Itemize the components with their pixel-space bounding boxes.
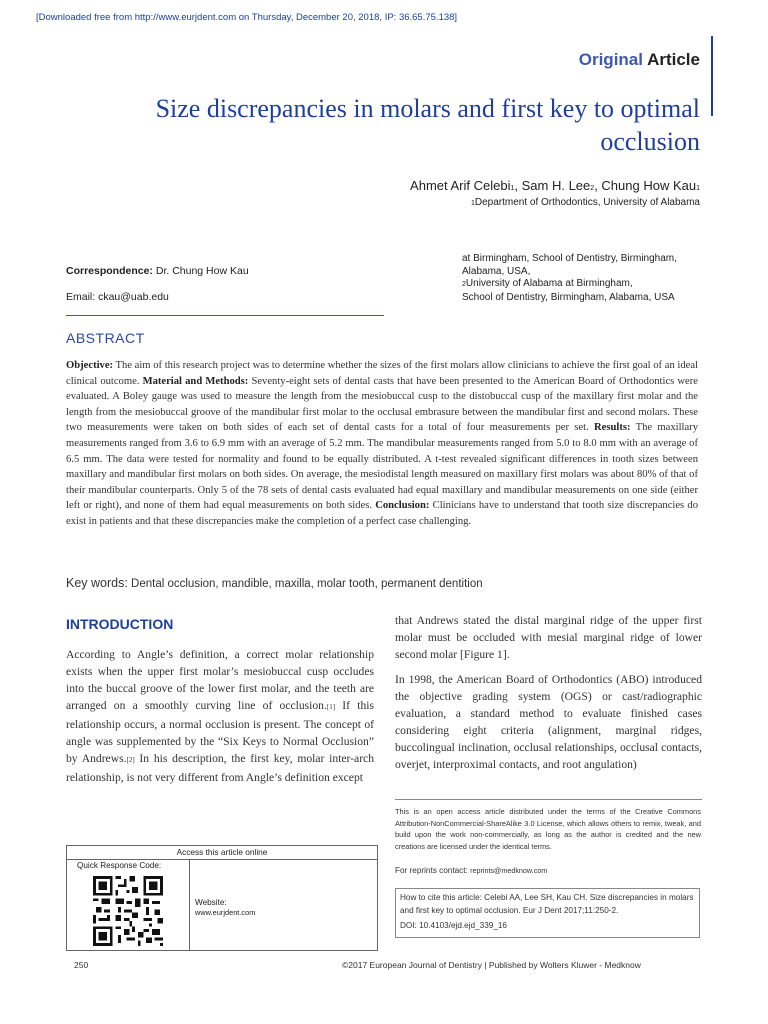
- author-affiliation: 2: [590, 185, 595, 192]
- author-name: Chung How Kau: [601, 178, 697, 193]
- author-affiliation: 1: [696, 185, 700, 192]
- doi[interactable]: DOI: 10.4103/ejd.ejd_339_16: [400, 921, 507, 930]
- intro-continued: [395, 612, 702, 781]
- section-heading: INTRODUCTION: [66, 616, 174, 632]
- correspondence: Correspondence: Dr. Chung How Kau: [66, 265, 249, 277]
- author-affiliation: 1: [510, 185, 515, 192]
- keywords: Key words: Dental occlusion, mandible, maxilla, molar tooth, permanent dentition: [66, 576, 483, 590]
- divider: [66, 315, 384, 316]
- citation-box: [395, 888, 700, 938]
- paragraph: that Andrews stated the distal marginal ridge of the upper first molar must be occluded with mesial marginal ridge of lower second molar [Figure 1].: [395, 614, 702, 661]
- affiliation-block: at Birmingham, School of Dentistry, Birmingham, Alabama, USA, 2University of Alabama at Birmingham, School of Dentistry, Birmingham, Alabama, USA: [462, 253, 677, 303]
- reprints-contact: For reprints contact: reprints@medknow.com: [395, 866, 548, 875]
- citation-ref[interactable]: [1]: [326, 703, 336, 711]
- license-notice: This is an open access article distributed under the terms of the Creative Commons Attribution-NonCommercial-ShareAlike 3.0 License, which allows others to remix, tweak, and build upon the work non-commercially, as long as the author is credited and the new creations are licensed under the identical terms.: [395, 807, 701, 851]
- abstract-heading: ABSTRACT: [66, 330, 145, 346]
- article-type-prefix: Original: [578, 50, 643, 69]
- qr-label: Quick Response Code:: [77, 861, 162, 870]
- author-name: Ahmet Arif Celebi: [410, 178, 511, 193]
- access-heading: Access this article online: [67, 846, 377, 860]
- footer-copyright: ©2017 European Journal of Dentistry | Published by Wolters Kluwer - Medknow: [342, 960, 641, 970]
- header-divider: [711, 36, 713, 116]
- author-name: Sam H. Lee: [521, 178, 591, 193]
- reprints-email-link[interactable]: reprints@medknow.com: [470, 866, 548, 875]
- article-type-suffix: Article: [642, 50, 700, 69]
- website-link[interactable]: www.eurjdent.com: [195, 908, 256, 917]
- author-list: Ahmet Arif Celebi1, Sam H. Lee2, Chung How Kau1: [410, 178, 700, 193]
- access-box: [66, 845, 378, 951]
- website-label: Website:: [195, 898, 227, 907]
- article-title: Size discrepancies in molars and first key to optimal occlusion: [155, 94, 700, 156]
- abstract-text: Objective: The aim of this research project was to determine whether the sizes of the first molars allow clinicians to achieve the first goal of an ideal clinical outcome. Material and Methods: Seventy-eight sets of dental casts that have been presented to the American Board of Orthodontics were evaluated. A Boley gauge was used to measure the length from the mesiobuccal cusp to the distobuccal cusp of the maxillary first molar and the length from the mesiobuccal groove of the mandibular first molar to the occlusal embrasure between the mandibular first and second molars. These two measurements were taken on both sides of each set of dental casts for a total of four measurements per set. Results: The maxillary measurements ranged from 3.6 to 6.9 mm with an average of 5.2 mm. The mandibular measurements ranged from 5.0 to 8.0 mm with an average of 6.5 mm. The data were tested for normality and found to be equally distributed. A t-test revealed significant differences in tooth sizes between maxillary and mandibular first molars on both sides. On average, the mesiodistal length measured on maxillary first molars was about 80% of that of their mandibular counterparts. Only 5 of the 78 sets of dental casts evaluated had equal maxillary and mandibular measurements on one side (either left or right), and none of them had equal measurements on both sides. Conclusion: Clinicians have to understand that tooth size discrepancies do exist in patients and that these discrepancies make the completion of a perfect case challenging.: [66, 360, 698, 527]
- correspondence-email: Email: ckau@uab.edu: [66, 291, 169, 303]
- affiliation-1: 1Department of Orthodontics, University of Alabama: [470, 197, 700, 208]
- citation-ref[interactable]: [2]: [126, 756, 135, 764]
- email-link[interactable]: ckau@uab.edu: [98, 291, 169, 303]
- download-notice: [Downloaded free from http://www.eurjdent.com on Thursday, December 20, 2018, IP: 36.65.75.138]: [36, 12, 458, 23]
- qr-code-icon[interactable]: [93, 876, 163, 946]
- paragraph: In 1998, the American Board of Orthodontics (ABO) introduced the objective grading system (OGS) or cast/radiographic evaluation, a standard method to evaluate finished cases considering eight criteria (alignment, marginal ridges, buccolingual inclination, occlusal relationships, occlusal contacts, overjet, interproximal contacts, and root angulation): [395, 673, 702, 771]
- citation-text: How to cite this article: Celebi AA, Lee SH, Kau CH. Size discrepancies in molars and first key to optimal occlusion. Eur J Dent 2017;11:250-2.: [400, 893, 694, 915]
- qr-cell: [67, 859, 190, 950]
- divider: [395, 799, 702, 800]
- intro-paragraph: According to Angle’s definition, a correct molar relationship exists when the upper first molar’s mesiobuccal cusp occludes into the buccal groove of the lower first molar, and the teeth are arranged on a smoothly curving line of occlusion.[1] If this relationship occurs, a normal occlusion is present. The concept of angle was supplemented by the “Six Keys to Normal Occlusion” by Andrews.[2] In his description, the first key, molar inter-arch relationship, is not very different from Angle’s definition except: [66, 648, 374, 784]
- article-type: [579, 50, 700, 70]
- page-number: 250: [74, 960, 89, 970]
